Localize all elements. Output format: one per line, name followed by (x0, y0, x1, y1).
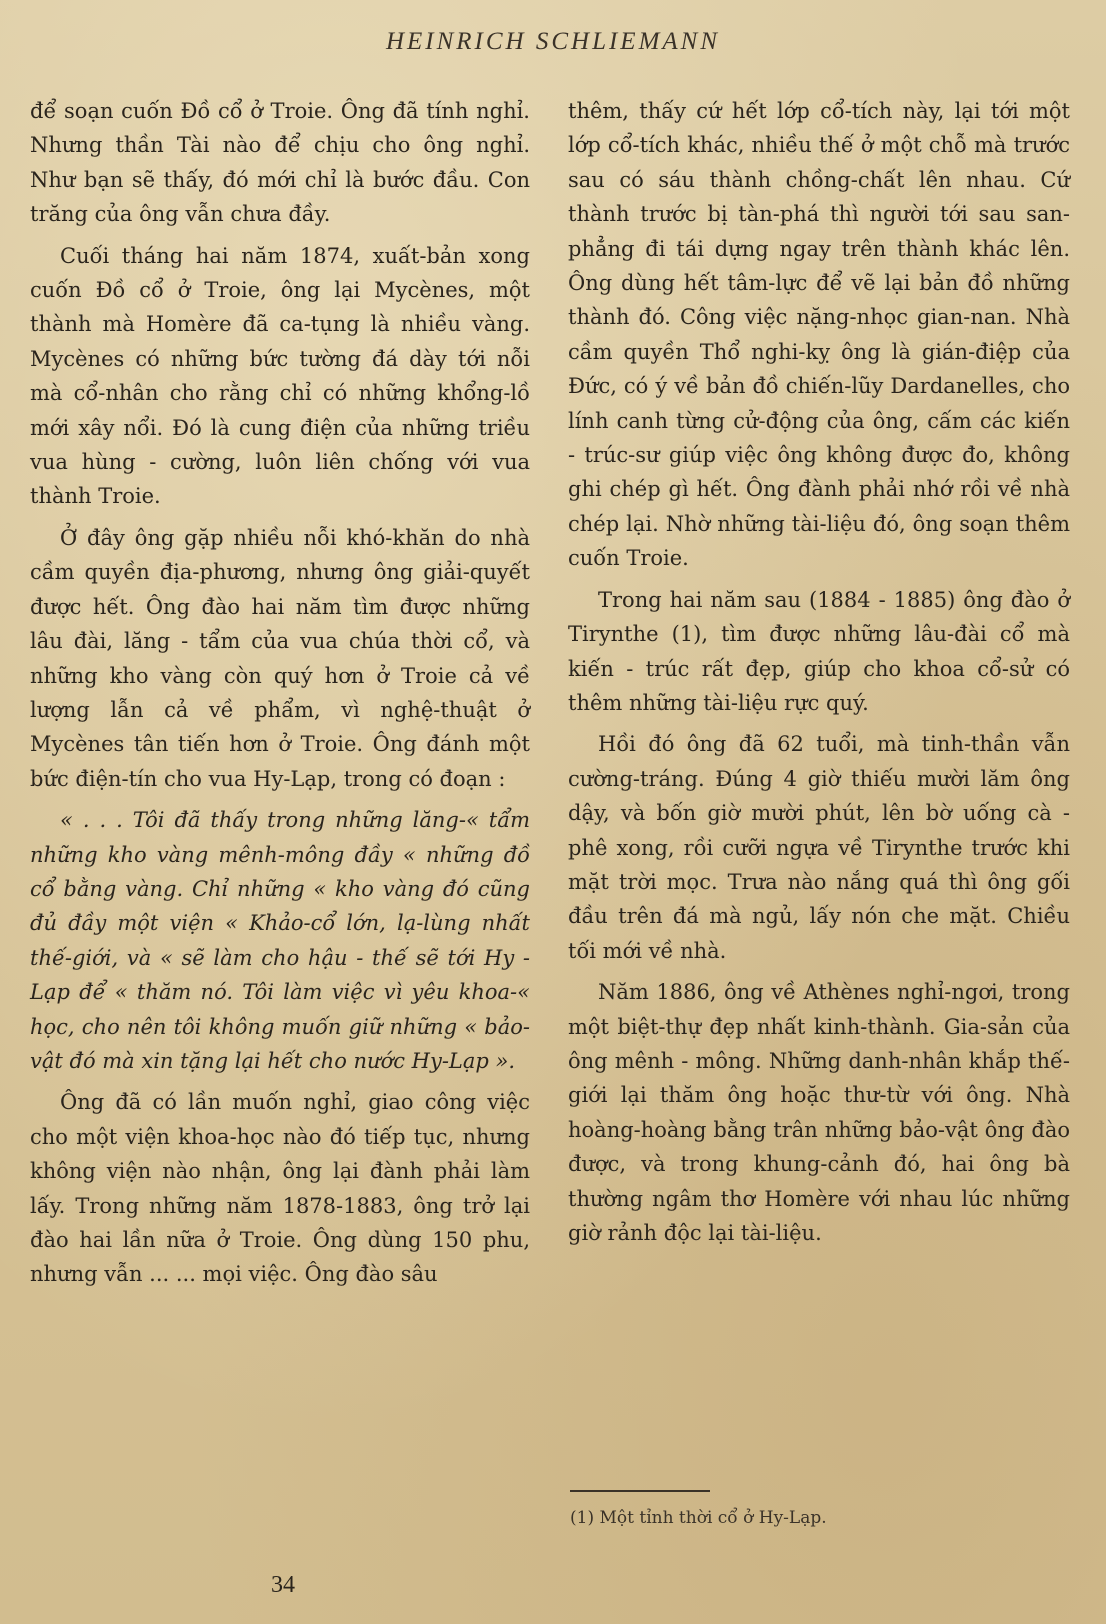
left-column (30, 94, 530, 1292)
telegram-quote: « . . . Tôi đã thấy trong những lăng-« tẩm những kho vàng mênh-mông đầy « những đồ cổ bằng vàng. Chỉ những « kho vàng đó cũng đủ đầy một viện « Khảo-cổ lớn, lạ-lùng nhất thế-giới, và « sẽ làm cho hậu - thế sẽ tới Hy - Lạp để « thăm nó. Tôi làm việc vì yêu khoa-« học, cho nên tôi không muốn giữ những « bảo-vật đó mà xin tặng lại hết cho nước Hy-Lạp ». (30, 808, 530, 1073)
paragraph: Ông đã có lần muốn nghỉ, giao công việc cho một viện khoa-học nào đó tiếp tục, nhưng không viện nào nhận, ông lại đành phải làm lấy. Trong những năm 1878-1883, ông trở lại đào hai lần nữa ở Troie. Ông dùng 150 phu, nhưng vẫn ... ... mọi việc. Ông đào sâu (30, 1090, 530, 1287)
paragraph: Ở đây ông gặp nhiều nỗi khó-khăn do nhà cầm quyền địa-phương, nhưng ông giải-quyết được hết. Ông đào hai năm tìm được những lâu đài, lăng - tẩm của vua chúa thời cổ, và những kho vàng còn quý hơn ở Troie cả về lượng lẫn cả về phẩm, vì nghệ-thuật ở Mycènes tân tiến hơn ở Troie. Ông đánh một bức điện-tín cho vua Hy-Lạp, trong có đoạn : (30, 525, 530, 791)
footnote-divider (570, 1490, 710, 1492)
footnote: (1) Một tỉnh thời cổ ở Hy-Lạp. (570, 1508, 827, 1528)
right-column (568, 94, 1070, 1250)
paragraph: thêm, thấy cứ hết lớp cổ-tích này, lại tới một lớp cổ-tích khác, nhiều thế ở một chỗ mà trước sau có sáu thành chồng-chất lên nhau. Cứ thành trước bị tàn-phá thì người tới sau san-phẳng đi tái dựng ngay trên thành khác lên. Ông dùng hết tâm-lực để vẽ lại bản đồ những thành đó. Công việc nặng-nhọc gian-nan. Nhà cầm quyền Thổ nghi-kỵ ông là gián-điệp của Đức, có ý về bản đồ chiến-lũy Dardanelles, cho lính canh từng cử-động của ông, cấm các kiến - trúc-sư giúp việc ông không được đo, không ghi chép gì hết. Ông đành phải nhớ rồi về nhà chép lại. Nhờ những tài-liệu đó, ông soạn thêm cuốn Troie. (568, 99, 1070, 571)
page-number: 34 (271, 1572, 295, 1598)
paragraph: Năm 1886, ông về Athènes nghỉ-ngơi, trong một biệt-thự đẹp nhất kinh-thành. Gia-sản của ông mênh - mông. Những danh-nhân khắp thế-giới lại thăm ông hoặc thư-từ với ông. Nhà hoàng-hoàng bằng trân những bảo-vật ông đào được, và trong khung-cảnh đó, hai ông bà thường ngâm thơ Homère với nhau lúc những giờ rảnh độc lại tài-liệu. (568, 980, 1070, 1245)
paragraph: Cuối tháng hai năm 1874, xuất-bản xong cuốn Đồ cổ ở Troie, ông lại Mycènes, một thành mà Homère đã ca-tụng là nhiều vàng. Mycènes có những bức tường đá dày tới nỗi mà cổ-nhân cho rằng chỉ có những khổng-lồ mới xây nổi. Đó là cung điện của những triều vua hùng - cường, luôn liên chống với vua thành Troie. (30, 243, 530, 509)
running-header: HEINRICH SCHLIEMANN (385, 28, 721, 55)
paragraph: để soạn cuốn Đồ cổ ở Troie. Ông đã tính nghỉ. Nhưng thần Tài nào để chịu cho ông nghỉ. Như bạn sẽ thấy, đó mới chỉ là bước đầu. Con trăng của ông vẫn chưa đầy. (30, 99, 530, 227)
paragraph: Trong hai năm sau (1884 - 1885) ông đào ở Tirynthe (1), tìm được những lâu-đài cổ mà kiến - trúc rất đẹp, giúp cho khoa cổ-sử có thêm những tài-liệu rực quý. (568, 587, 1070, 715)
paragraph: Hồi đó ông đã 62 tuổi, mà tinh-thần vẫn cường-tráng. Đúng 4 giờ thiếu mười lăm ông dậy, và bốn giờ mười phút, lên bờ uống cà - phê xong, rồi cưỡi ngựa về Tirynthe trước khi mặt trời mọc. Trưa nào nắng quá thì ông gối đầu trên đá mà ngủ, lấy nón che mặt. Chiều tối mới về nhà. (568, 732, 1070, 963)
